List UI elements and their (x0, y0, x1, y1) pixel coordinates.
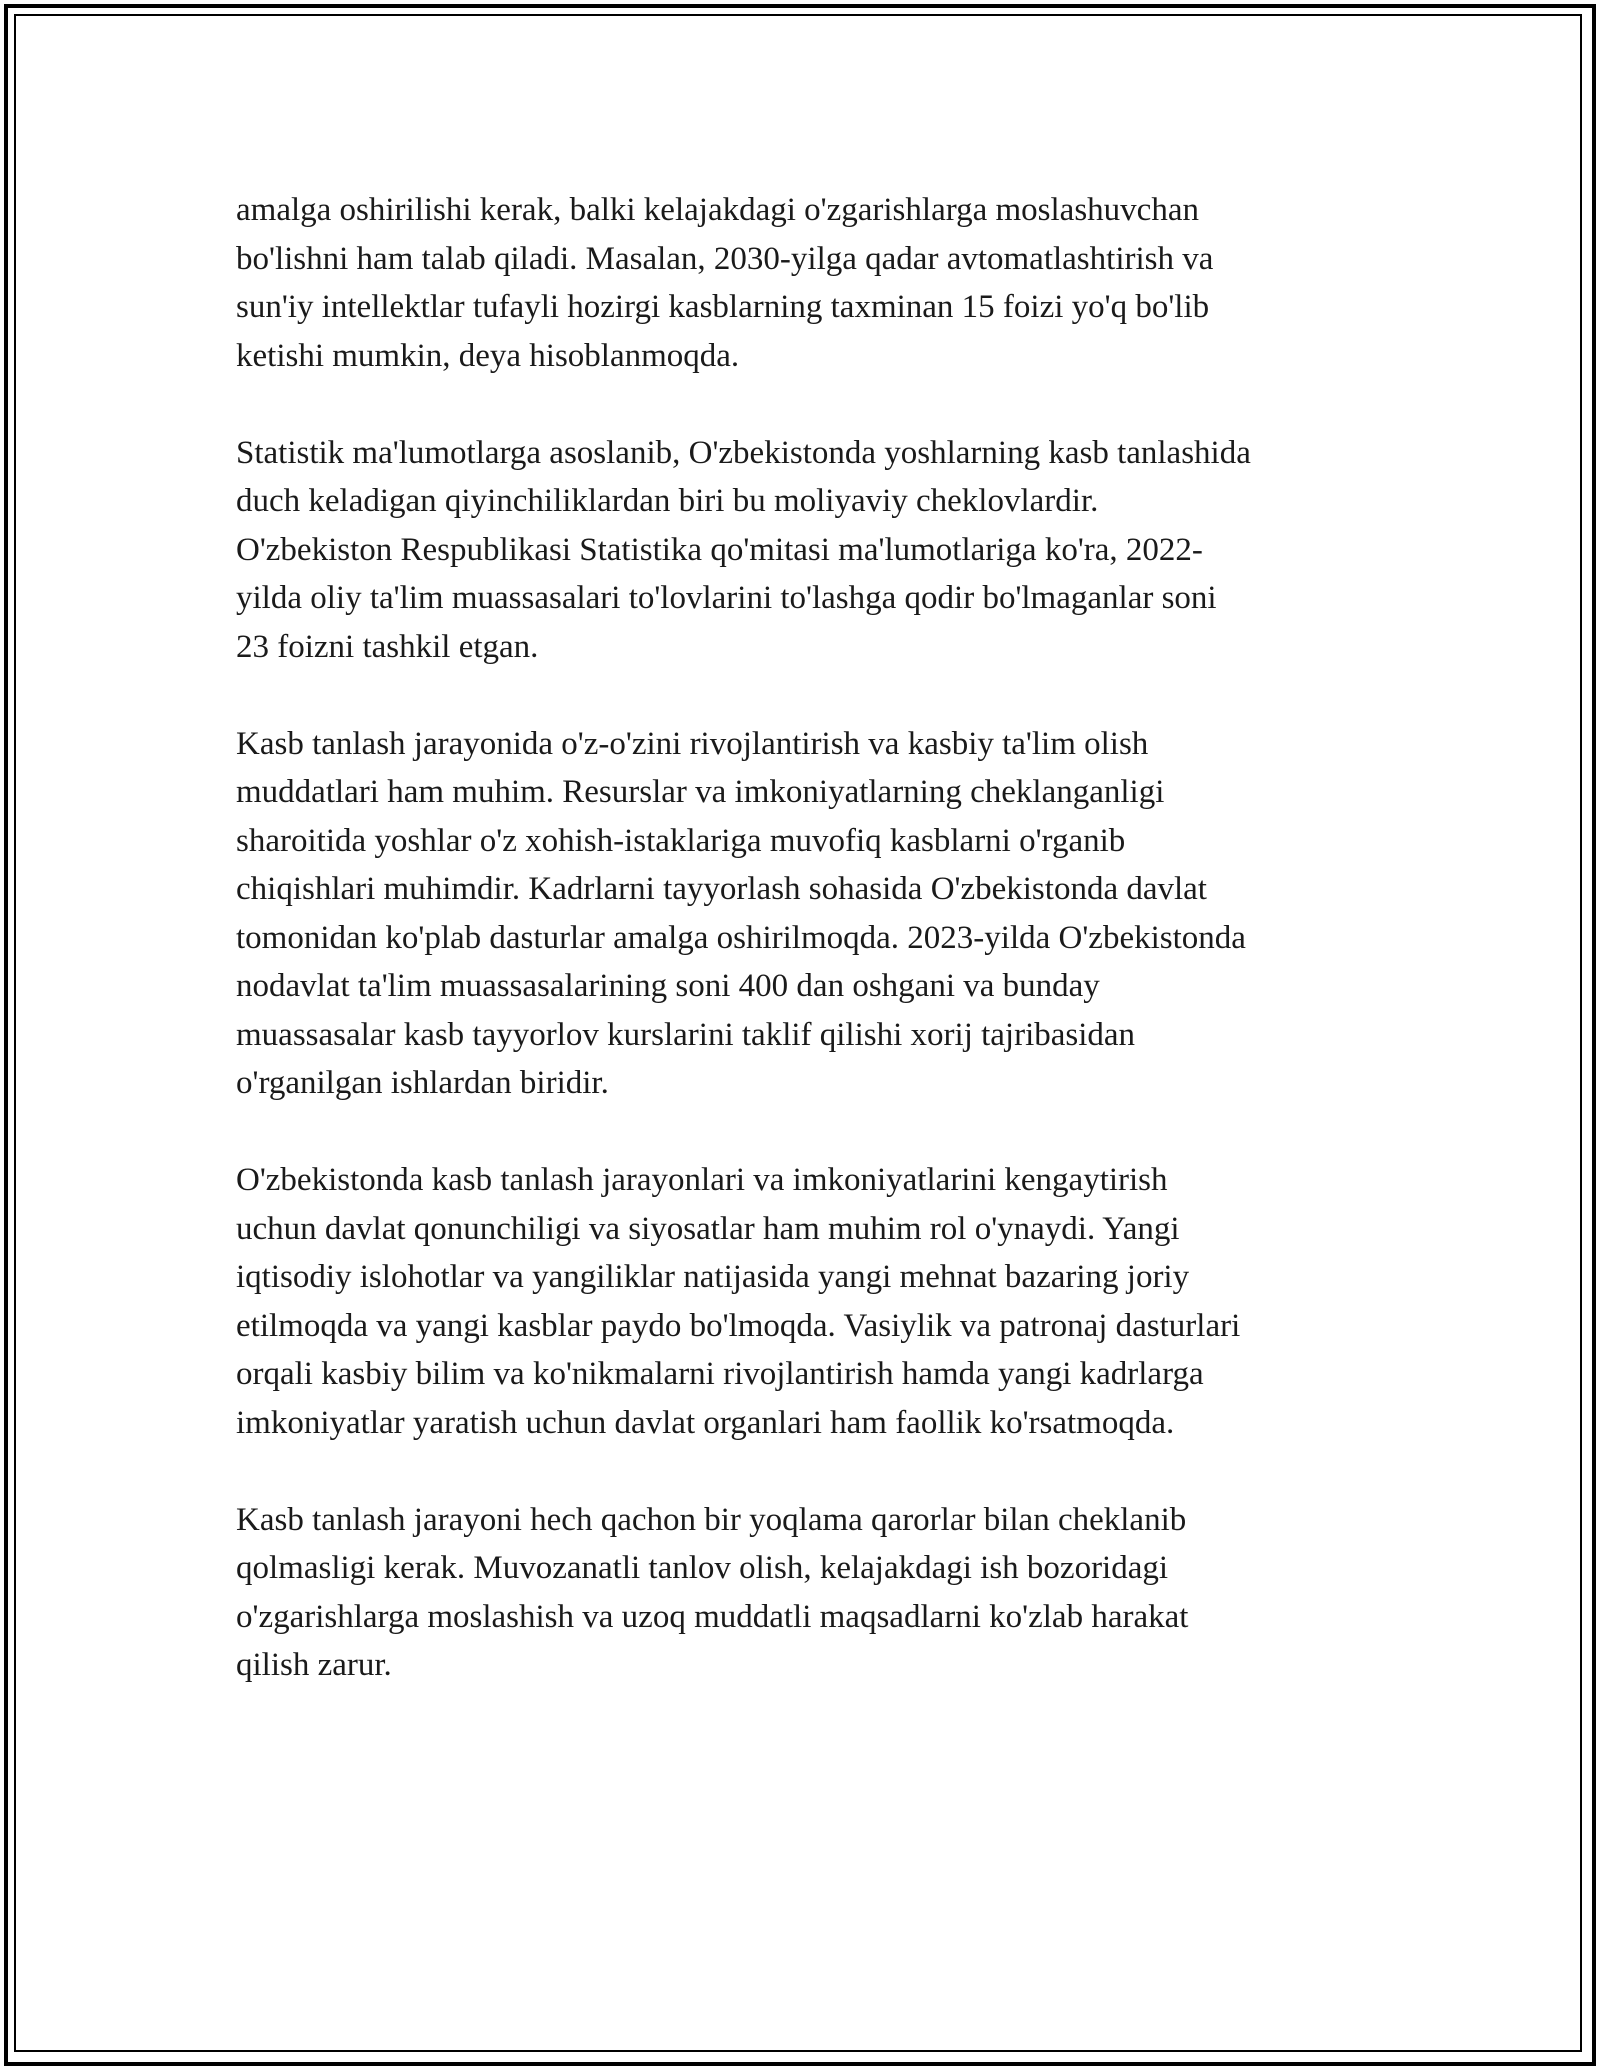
text-line: O'zbekiston Respublikasi Statistika qo'mitasi ma'lumotlariga ko'ra, 2022- (236, 531, 1203, 568)
text-line: ketishi mumkin, deya hisoblanmoqda. (236, 337, 740, 374)
text-line: orqali kasbiy bilim va ko'nikmalarni rivojlantirish hamda yangi kadrlarga (236, 1356, 1204, 1392)
text-line: chiqishlari muhimdir. Kadrlarni tayyorlash sohasida O'zbekistonda davlat (236, 871, 1207, 907)
paragraph-2 (236, 429, 1376, 672)
text-line: o'rganilgan ishlardan biridir. (236, 1065, 609, 1101)
text-line: Kasb tanlash jarayonida o'z-o'zini rivojlantirish va kasbiy ta'lim olish (236, 725, 1149, 762)
text-line: qolmasligi kerak. Muvozanatli tanlov olish, kelajakdagi ish bozoridagi (236, 1550, 1169, 1586)
paragraph-4 (236, 1156, 1376, 1447)
text-line: uchun davlat qonunchiligi va siyosatlar ham muhim rol o'ynaydi. Yangi (236, 1210, 1180, 1247)
text-line: muassasalar kasb tayyorlov kurslarini taklif qilishi xorij tajribasidan (236, 1016, 1136, 1053)
text-line: muddatlari ham muhim. Resurslar va imkoniyatlarning cheklanganligi (236, 774, 1165, 810)
paragraph-5 (236, 1496, 1376, 1690)
text-line: o'zgarishlarga moslashish va uzoq muddatli maqsadlarni ko'zlab harakat (236, 1598, 1189, 1635)
text-line: etilmoqda va yangi kasblar paydo bo'lmoqda. Vasiylik va patronaj dasturlari (236, 1307, 1241, 1344)
text-line: qilish zarur. (236, 1647, 392, 1683)
paragraph-1 (236, 186, 1376, 380)
text-line: yilda oliy ta'lim muassasalari to'lovlarini to'lashga qodir bo'lmaganlar soni (236, 580, 1217, 616)
text-line: duch keladigan qiyinchiliklardan biri bu moliyaviy cheklovlardir. (236, 483, 1099, 519)
text-line: sun'iy intellektlar tufayli hozirgi kasblarning taxminan 15 foizi yo'q bo'lib (236, 289, 1210, 325)
text-line: 23 foizni tashkil etgan. (236, 628, 539, 665)
text-line: nodavlat ta'lim muassasalarining soni 400 dan oshgani va bunday (236, 968, 1100, 1004)
paragraph-3 (236, 720, 1376, 1108)
text-line: amalga oshirilishi kerak, balki kelajakdagi o'zgarishlarga moslashuvchan (236, 192, 1199, 228)
document-body (236, 186, 1376, 1690)
text-line: imkoniyatlar yaratish uchun davlat organlari ham faollik ko'rsatmoqda. (236, 1404, 1175, 1441)
text-line: tomonidan ko'plab dasturlar amalga oshirilmoqda. 2023-yilda O'zbekistonda (236, 919, 1246, 956)
text-line: Statistik ma'lumotlarga asoslanib, O'zbekistonda yoshlarning kasb tanlashida (236, 434, 1251, 471)
text-line: bo'lishni ham talab qiladi. Masalan, 2030-yilga qadar avtomatlashtirish va (236, 240, 1214, 277)
text-line: Kasb tanlash jarayoni hech qachon bir yoqlama qarorlar bilan cheklanib (236, 1501, 1187, 1538)
text-line: O'zbekistonda kasb tanlash jarayonlari va imkoniyatlarini kengaytirish (236, 1162, 1168, 1198)
text-line: iqtisodiy islohotlar va yangiliklar natijasida yangi mehnat bazaring joriy (236, 1259, 1190, 1295)
text-line: sharoitida yoshlar o'z xohish-istaklariga muvofiq kasblarni o'rganib (236, 822, 1126, 859)
